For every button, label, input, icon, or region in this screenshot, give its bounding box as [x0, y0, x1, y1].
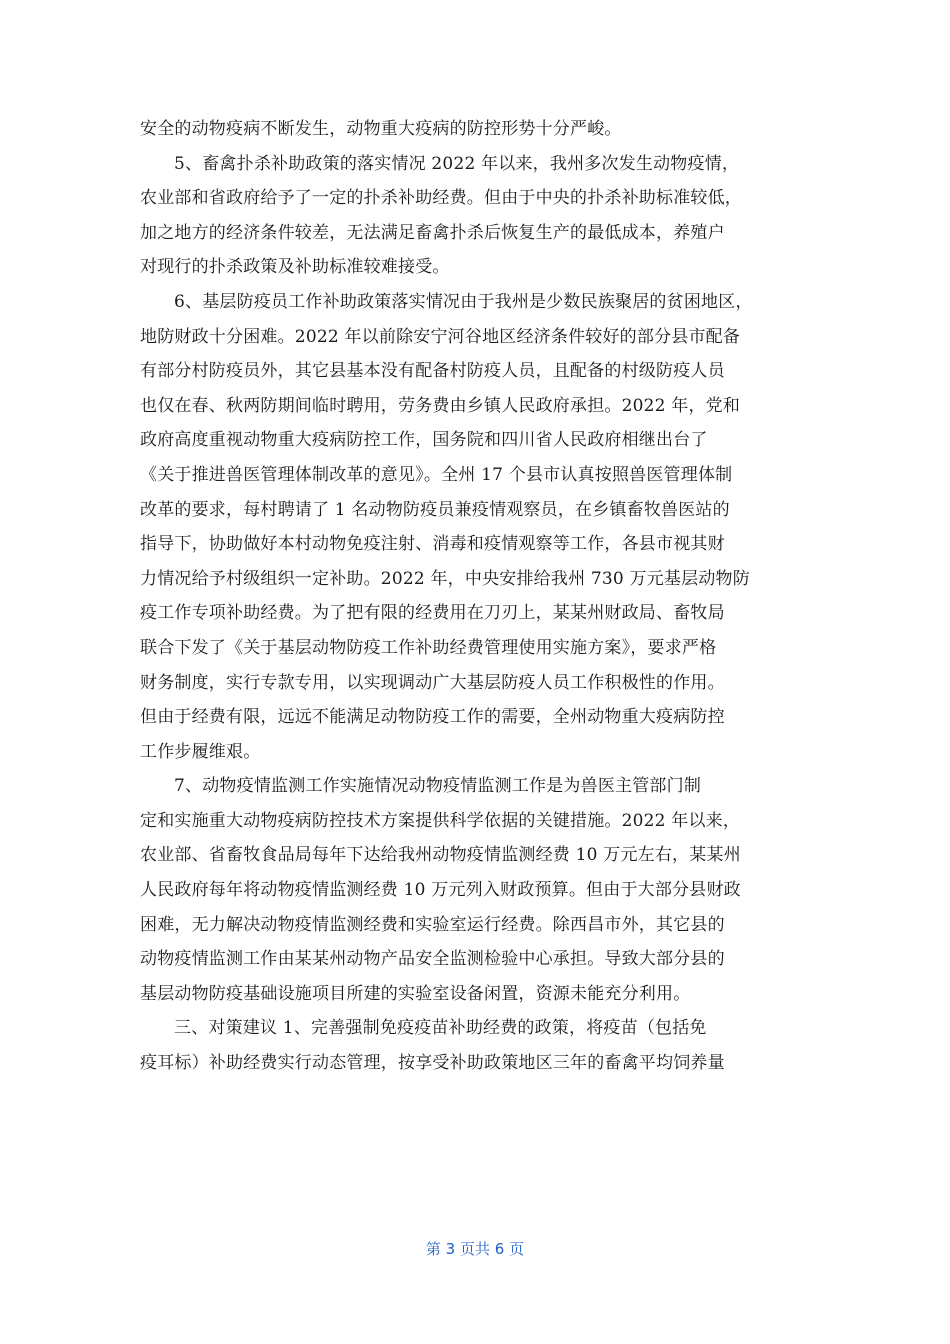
text-line: 《关于推进兽医管理体制改革的意见》。全州 17 个县市认真按照兽医管理体制 — [140, 464, 733, 485]
text-line: 动物疫情监测工作由某某州动物产品安全监测检验中心承担。导致大部分县的 — [140, 949, 725, 970]
text-line: 有部分村防疫员外，其它县基本没有配备村防疫人员，且配备的村级防疫人员 — [140, 361, 725, 382]
text-line: 定和实施重大动物疫病防控技术方案提供科学依据的关键措施。2022 年以来， — [140, 810, 741, 831]
text-line: 6、基层防疫员工作补助政策落实情况由于我州是少数民族聚居的贫困地区， — [174, 291, 753, 312]
text-line: 力情况给予村级组织一定补助。2022 年，中央安排给我州 730 万元基层动物防 — [140, 568, 750, 589]
text-line: 7、动物疫情监测工作实施情况动物疫情监测工作是为兽医主管部门制 — [174, 776, 702, 797]
text-line: 但由于经费有限，远远不能满足动物防疫工作的需要，全州动物重大疫病防控 — [140, 707, 725, 728]
text-line: 政府高度重视动物重大疫病防控工作，国务院和四川省人民政府相继出台了 — [140, 430, 708, 451]
body-text — [140, 112, 810, 1081]
text-line: 困难，无力解决动物疫情监测经费和实验室运行经费。除西昌市外，其它县的 — [140, 914, 725, 935]
text-line: 5、畜禽扑杀补助政策的落实情况 2022 年以来，我州多次发生动物疫情， — [174, 153, 740, 174]
text-line: 农业部和省政府给予了一定的扑杀补助经费。但由于中央的扑杀补助标准较低， — [140, 188, 742, 209]
text-line: 指导下，协助做好本村动物免疫注射、消毒和疫情观察等工作，各县市视其财 — [140, 534, 725, 555]
text-line: 人民政府每年将动物疫情监测经费 10 万元列入财政预算。但由于大部分县财政 — [140, 880, 741, 901]
page-number-footer: 第 3 页共 6 页 — [425, 1240, 525, 1258]
text-line: 对现行的扑杀政策及补助标准较难接受。 — [140, 257, 450, 278]
text-line: 也仅在春、秋两防期间临时聘用，劳务费由乡镇人民政府承担。2022 年，党和 — [140, 395, 741, 416]
text-line: 农业部、省畜牧食品局每年下达给我州动物疫情监测经费 10 万元左右，某某州 — [140, 845, 741, 866]
text-line: 疫耳标）补助经费实行动态管理，按享受补助政策地区三年的畜禽平均饲养量 — [140, 1053, 725, 1074]
text-line: 工作步履维艰。 — [140, 741, 261, 762]
text-line: 联合下发了《关于基层动物防疫工作补助经费管理使用实施方案》，要求严格 — [140, 637, 717, 658]
text-line: 改革的要求，每村聘请了 1 名动物防疫员兼疫情观察员，在乡镇畜牧兽医站的 — [140, 499, 730, 520]
text-line: 地防财政十分困难。2022 年以前除安宁河谷地区经济条件较好的部分县市配备 — [140, 326, 741, 347]
text-line: 三、对策建议 1、完善强制免疫疫苗补助经费的政策，将疫苗（包括免 — [174, 1018, 707, 1039]
text-line: 加之地方的经济条件较差，无法满足畜禽扑杀后恢复生产的最低成本，养殖户 — [140, 222, 725, 243]
text-line: 基层动物防疫基础设施项目所建的实验室设备闲置，资源未能充分利用。 — [140, 983, 691, 1004]
text-line: 安全的动物疫病不断发生，动物重大疫病的防控形势十分严峻。 — [140, 119, 622, 139]
text-line: 财务制度，实行专款专用，以实现调动广大基层防疫人员工作积极性的作用。 — [140, 672, 725, 693]
text-line: 疫工作专项补助经费。为了把有限的经费用在刀刃上，某某州财政局、畜牧局 — [140, 603, 725, 624]
